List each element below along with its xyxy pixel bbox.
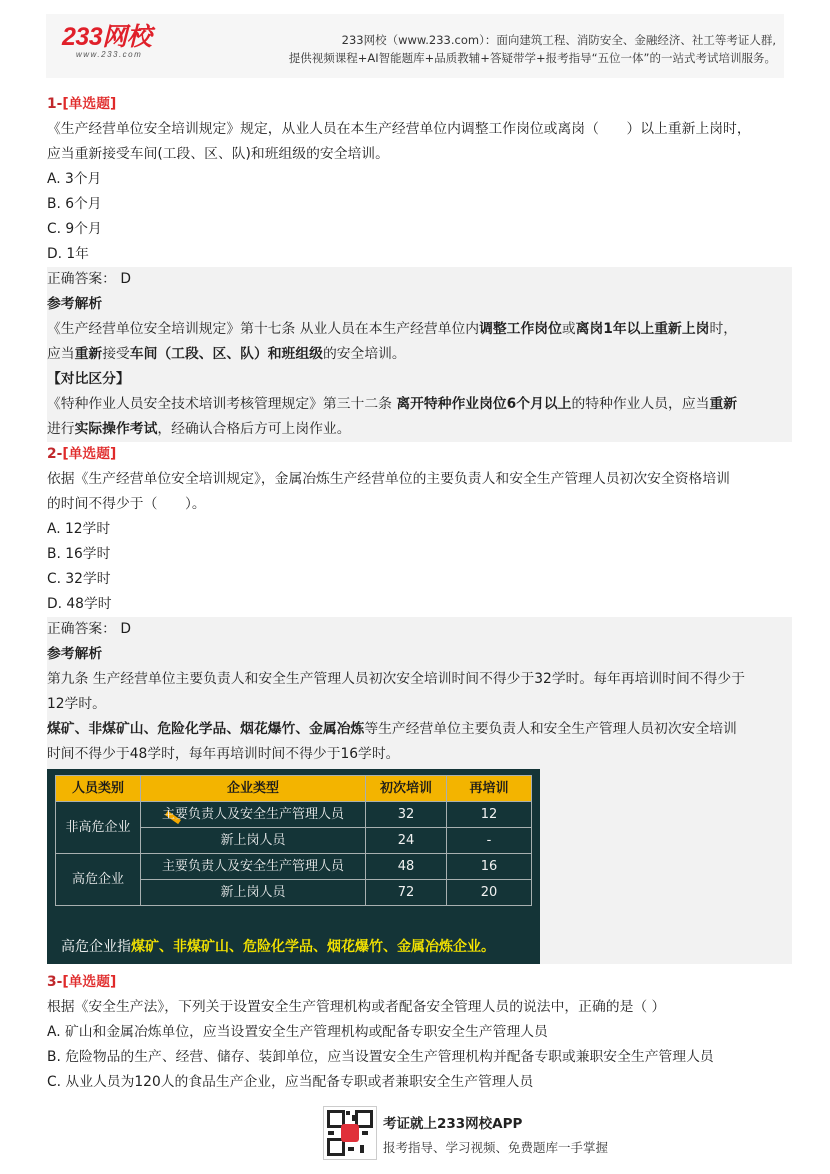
re-cell: - — [447, 828, 532, 854]
analysis-title: 参考解析 — [47, 646, 103, 662]
question-stem: 根据《安全生产法》，下列关于设置安全生产管理机构或者配备安全管理人员的说法中，正确的是（ ） — [47, 999, 666, 1015]
compare-title: 【对比区分】 — [47, 371, 130, 387]
analysis-line: 时间不得少于48学时，每年再培训时间不得少于16学时。 — [47, 746, 400, 762]
option-c: C. 9个月 — [47, 221, 102, 237]
option-c: C. 从业人员为120人的食品生产企业，应当配备专职或者兼职安全生产管理人员 — [47, 1074, 534, 1090]
option-b: B. 危险物品的生产、经营、储存、装卸单位，应当设置安全生产管理机构并配备专职或兼职安全生产管理人员 — [47, 1049, 714, 1065]
logo-url: www.233.com — [76, 50, 143, 59]
header-cell: 再培训 — [447, 776, 532, 802]
header-line-2: 提供视频课程+AI智能题库+品质教辅+答疑带学+报考指导“五位一体”的一站式考试培训服务。 — [288, 51, 776, 65]
compare-line: 进行实际操作考试，经确认合格后方可上岗作业。 — [47, 421, 351, 437]
training-hours-table — [55, 775, 532, 906]
correct-answer: 正确答案： D — [47, 271, 131, 287]
answer-block — [47, 617, 792, 964]
logo-text: 233网校 — [62, 23, 152, 51]
question-number: 1- — [47, 96, 63, 112]
question-3 — [47, 970, 792, 1095]
type-cell: 新上岗人员 — [141, 828, 366, 854]
re-cell: 16 — [447, 854, 532, 880]
analysis-line: 第九条 生产经营单位主要负责人和安全生产管理人员初次安全培训时间不得少于32学时。每年再培训时间不得少于 — [47, 671, 745, 687]
initial-cell: 32 — [366, 802, 447, 828]
option-c: C. 32学时 — [47, 571, 111, 587]
option-a: A. 3个月 — [47, 171, 102, 187]
option-a: A. 矿山和金属冶炼单位，应当设置安全生产管理机构或配备专职安全生产管理人员 — [47, 1024, 548, 1040]
category-cell: 高危企业 — [56, 854, 141, 906]
analysis-title: 参考解析 — [47, 296, 103, 312]
initial-cell: 24 — [366, 828, 447, 854]
option-b: B. 16学时 — [47, 546, 111, 562]
question-number: 3- — [47, 974, 63, 990]
option-d: D. 48学时 — [47, 596, 112, 612]
question-heading — [47, 970, 792, 995]
initial-cell: 72 — [366, 880, 447, 906]
question-type: [单选题] — [62, 446, 117, 462]
qr-code-icon[interactable] — [323, 1106, 377, 1160]
answer-block — [47, 267, 792, 442]
question-type: [单选题] — [62, 96, 117, 112]
page-footer — [323, 1106, 623, 1166]
analysis-line: 《生产经营单位安全培训规定》第十七条 从业人员在本生产经营单位内调整工作岗位或离岗1年以上重新上岗时， — [47, 321, 738, 337]
header-line-1: 233网校（www.233.com）：面向建筑工程、消防安全、金融经济、社工等考证人群, — [341, 33, 776, 47]
type-cell: 主要负责人及安全生产管理人员 — [141, 854, 366, 880]
type-cell: 主要负责人及安全生产管理人员 — [141, 802, 366, 828]
question-1 — [47, 92, 792, 442]
question-heading — [47, 92, 792, 117]
question-stem: 《生产经营单位安全培训规定》规定，从业人员在本生产经营单位内调整工作岗位或离岗（ ）以上重新上岗时， — [47, 121, 751, 137]
re-cell: 12 — [447, 802, 532, 828]
option-b: B. 6个月 — [47, 196, 102, 212]
question-number: 2- — [47, 446, 63, 462]
question-type: [单选题] — [62, 974, 117, 990]
answer-value: D — [120, 271, 131, 287]
brand-logo[interactable] — [62, 24, 151, 60]
option-d: D. 1年 — [47, 246, 89, 262]
table-note: 高危企业指煤矿、非煤矿山、危险化学品、烟花爆竹、金属冶炼企业。 — [61, 939, 495, 955]
question-stem: 的时间不得少于（ ）。 — [47, 496, 206, 512]
option-a: A. 12学时 — [47, 521, 111, 537]
question-2 — [47, 442, 792, 964]
footer-subtitle: 报考指导、学习视频、免费题库一手掌握 — [383, 1140, 609, 1155]
document-content — [47, 92, 792, 1095]
header-cell: 初次培训 — [366, 776, 447, 802]
question-heading — [47, 442, 792, 467]
header-cell: 人员类别 — [56, 776, 141, 802]
question-stem: 依据《生产经营单位安全培训规定》，金属冶炼生产经营单位的主要负责人和安全生产管理人员初次安全资格培训 — [47, 471, 730, 487]
category-cell: 非高危企业 — [56, 802, 141, 854]
footer-title: 考证就上233网校APP — [383, 1116, 523, 1132]
header-cell: 企业类型 — [141, 776, 366, 802]
analysis-line: 煤矿、非煤矿山、危险化学品、烟花爆竹、金属冶炼等生产经营单位主要负责人和安全生产管理人员初次安全培训 — [47, 721, 737, 737]
app-logo-icon — [341, 1124, 359, 1142]
re-cell: 20 — [447, 880, 532, 906]
page-header — [46, 14, 784, 78]
correct-answer: 正确答案： D — [47, 621, 131, 637]
analysis-line: 12学时。 — [47, 696, 106, 712]
initial-cell: 48 — [366, 854, 447, 880]
type-cell: 新上岗人员 — [141, 880, 366, 906]
header-description — [289, 31, 776, 67]
compare-line: 《特种作业人员安全技术培训考核管理规定》第三十二条 离开特种作业岗位6个月以上的特种作业人员，应当重新 — [47, 396, 738, 412]
question-stem: 应当重新接受车间(工段、区、队)和班组级的安全培训。 — [47, 146, 389, 162]
training-hours-table-image — [47, 769, 540, 964]
answer-value: D — [120, 621, 131, 637]
analysis-line: 应当重新接受车间（工段、区、队）和班组级的安全培训。 — [47, 346, 406, 362]
